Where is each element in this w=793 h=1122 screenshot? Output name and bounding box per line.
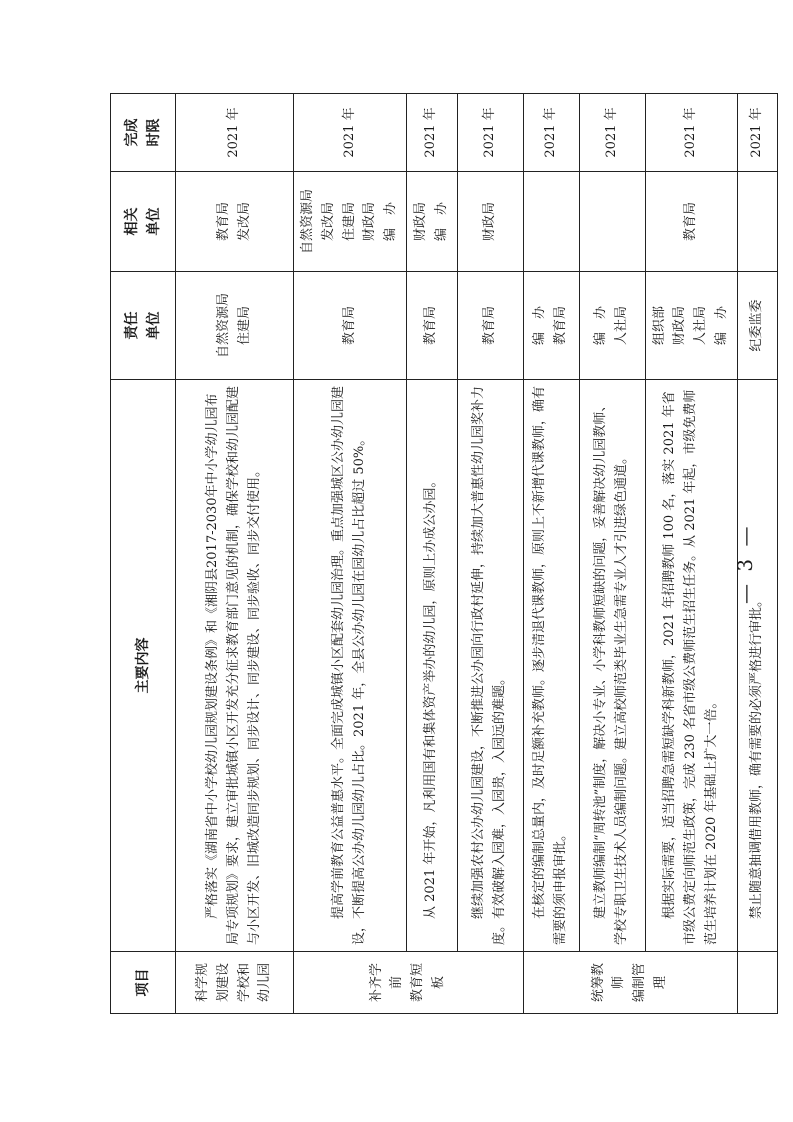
related-cell (457, 172, 523, 272)
related-unit: 财政局 (481, 202, 497, 242)
project-line: 编制管理 (632, 963, 668, 1003)
responsible-unit: 住建局 (236, 306, 252, 346)
responsible-unit: 编 办 (713, 306, 729, 346)
content-text: 根据实际需要，适当招聘急需短缺学科新教师，2021 年招聘教师 100 名，落实 2021 年省市级公费定向师范生政策，完成 230 名省市级公费师范生招生任务。从 2021 年起，市级免费师范生培养计划在 2020 年基础上扩大一倍。 (661, 389, 719, 945)
header-responsible (111, 272, 176, 380)
related-unit: 住建局 (341, 202, 357, 242)
header-related-line1: 相关 (123, 207, 140, 236)
table-row (645, 94, 737, 1014)
content-cell (294, 380, 407, 952)
deadline-cell: 2021 年 (294, 94, 407, 172)
related-unit: 财政局 (362, 202, 378, 242)
header-related-line2: 单位 (146, 207, 162, 236)
content-cell (645, 380, 737, 952)
related-cell (523, 172, 579, 272)
header-responsible-line2: 单位 (146, 311, 162, 340)
table-row (523, 94, 579, 1014)
related-unit: 教育局 (215, 202, 231, 242)
related-cell (176, 172, 294, 272)
responsible-cell (406, 272, 457, 380)
deadline-cell: 2021 年 (579, 94, 645, 172)
table-header-row (111, 94, 176, 1014)
related-unit: 教育局 (682, 202, 698, 242)
responsible-unit: 人社局 (693, 306, 709, 346)
deadline-cell: 2021 年 (457, 94, 523, 172)
responsible-unit: 教育局 (481, 306, 497, 346)
table-row (294, 94, 407, 1014)
responsible-unit: 财政局 (672, 306, 688, 346)
related-cell (645, 172, 737, 272)
responsible-cell (294, 272, 407, 380)
responsible-cell (176, 272, 294, 380)
responsible-cell (523, 272, 579, 380)
header-project: 项目 (111, 952, 176, 1014)
page-number: — 3 — (733, 523, 757, 604)
responsible-cell (579, 272, 645, 380)
table-row (457, 94, 523, 1014)
content-text: 在核定的编制总量内，及时足额补充教师。逐步清退代课教师，原则上不新增代课教师，确有需要的须申报审批。 (532, 385, 569, 945)
content-text: 继续加强农村公办幼儿园建设，不断推进公办园向行政村延伸，持续加大普惠性幼儿园奖补力度。有效破解入园难，入园贵，入园远的难题。 (471, 385, 508, 945)
table-row (176, 94, 294, 1014)
responsible-unit: 编 办 (532, 306, 548, 346)
related-unit: 发改局 (236, 202, 252, 242)
deadline-cell: 2021 年 (176, 94, 294, 172)
deadline-cell: 2021 年 (523, 94, 579, 172)
deadline-cell: 2021 年 (737, 94, 777, 172)
project-line: 教育短板 (410, 963, 447, 1003)
header-deadline (111, 94, 176, 172)
content-cell (737, 380, 777, 952)
responsible-unit: 组织部 (651, 306, 667, 346)
table-row (406, 94, 457, 1014)
content-text: 建立教师编制“周转池”制度，解决小专业、小学科教师短缺的问题，妥善解决幼儿园教师、学校专职卫生技术人员编制问题。建立高校师范类毕业生急需专业人才引进绿色通道。 (593, 398, 630, 945)
project-line: 补齐学前 (368, 963, 405, 1003)
responsible-unit: 编 办 (593, 306, 609, 346)
deadline-cell: 2021 年 (645, 94, 737, 172)
responsible-unit: 纪委监委 (748, 299, 764, 352)
header-deadline-line1: 完成 (123, 118, 140, 147)
related-unit: 财政局 (412, 202, 428, 242)
content-text: 提高学前教育公益普惠水平。全面完成城镇小区配套幼儿园治理。重点加强城区公办幼儿园建设，不断提高公办幼儿园幼儿占比。2021 年，全县公办幼儿园在园幼儿占比超过 50%。 (331, 385, 367, 945)
content-cell (579, 380, 645, 952)
responsible-unit: 教育局 (553, 306, 569, 346)
content-text: 禁止随意抽调借用教师，确有需要的必须严格进行审批。 (748, 593, 764, 919)
related-cell (737, 172, 777, 272)
responsible-unit: 人社局 (614, 306, 630, 346)
content-text: 从 2021 年开始，凡利用国有和集体资产举办的幼儿园，原则上办成公办园。 (423, 474, 439, 919)
project-cell: 科学规划建设学校和幼儿园 (176, 952, 294, 1014)
header-related (111, 172, 176, 272)
related-unit: 自然资源局 (300, 189, 315, 255)
content-cell (523, 380, 579, 952)
responsible-cell (737, 272, 777, 380)
related-cell (579, 172, 645, 272)
related-unit: 编 办 (433, 202, 449, 242)
related-unit: 发改局 (320, 202, 336, 242)
project-line: 统筹教师 (590, 963, 627, 1003)
header-deadline-line2: 时限 (146, 118, 162, 147)
related-unit: 编 办 (383, 202, 399, 242)
header-content: 主要内容 (111, 380, 176, 952)
deadline-cell: 2021 年 (406, 94, 457, 172)
project-cell (737, 952, 777, 1014)
project-cell (294, 952, 524, 1014)
related-cell (294, 172, 407, 272)
project-cell (523, 952, 737, 1014)
responsible-unit: 教育局 (423, 306, 439, 346)
responsible-unit: 教育局 (341, 306, 357, 346)
responsible-cell (457, 272, 523, 380)
content-text: 严格落实《湖南省中小学校幼儿园规划建设条例》和《湘阴县2017-2030年中小学幼儿园布局专项规划》要求，建立审批城镇小区开发充分征求教育部门意见的机制，确保学校和幼儿园配建与小区开发、旧城改造同步规划、同步设计、同步建设、同步验收、同步交付使用。 (205, 385, 262, 945)
responsible-unit: 自然资源局 (215, 293, 231, 359)
related-cell (406, 172, 457, 272)
responsible-cell (645, 272, 737, 380)
header-responsible-line1: 责任 (123, 311, 140, 340)
task-table (110, 93, 778, 1014)
content-cell (176, 380, 294, 952)
content-cell (406, 380, 457, 952)
content-cell (457, 380, 523, 952)
table-row (579, 94, 645, 1014)
